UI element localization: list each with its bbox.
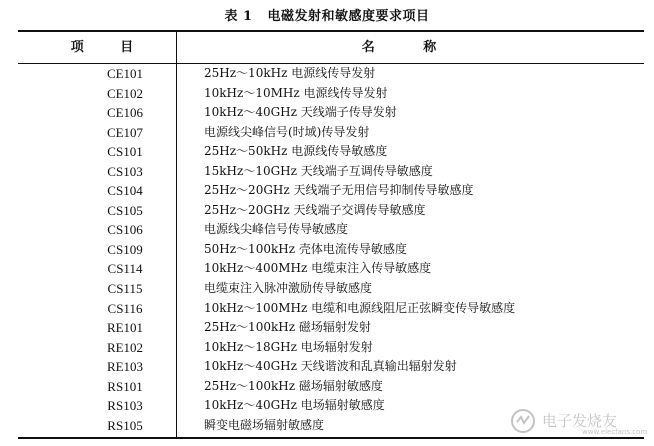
- item-code: CS101: [107, 144, 143, 160]
- item-code: RS103: [107, 398, 143, 414]
- item-name: 25Hz～20GHz 天线端子无用信号抑制传导敏感度: [204, 183, 474, 198]
- item-name: 10kHz～40GHz 天线谐波和乱真输出辐射发射: [204, 359, 457, 374]
- item-code: CE102: [106, 85, 144, 101]
- watermark: [510, 408, 648, 436]
- item-name: 25Hz～20GHz 天线端子交调传导敏感度: [204, 202, 426, 217]
- table-body: [18, 64, 644, 435]
- table-row: [18, 201, 644, 221]
- item-code: RS105: [107, 417, 143, 433]
- table-title: 电磁发射和敏感度要求项目: [267, 9, 430, 24]
- item-name: 25Hz～10kHz 电源线传导发射: [204, 66, 376, 80]
- item-code: CS114: [107, 261, 143, 277]
- item-name: 10kHz～40GHz 天线端子传导发射: [204, 105, 397, 120]
- item-code: CS104: [107, 183, 143, 199]
- table-row: [18, 259, 644, 279]
- item-name: 电缆束注入脉冲激励传导敏感度: [204, 281, 373, 296]
- item-name: 10kHz～400MHz 电缆束注入传导敏感度: [204, 261, 432, 276]
- item-code: CE101: [106, 66, 144, 81]
- item-name: 10kHz～18GHz 电场辐射发射: [204, 339, 373, 354]
- table-row: [18, 162, 644, 182]
- item-code: CS106: [107, 222, 143, 238]
- table-row: [18, 338, 644, 358]
- item-code: RE101: [106, 320, 144, 336]
- table-row: [18, 103, 644, 123]
- item-name: 10kHz～40GHz 电场辐射敏感度: [204, 398, 385, 413]
- item-code: CE106: [106, 105, 144, 121]
- table-row: [18, 220, 644, 240]
- table-row: [18, 123, 644, 143]
- item-name: 瞬变电磁场辐射敏感度: [204, 417, 325, 432]
- item-code: CS103: [107, 163, 143, 179]
- watermark-text: 电子发烧友: [542, 412, 618, 430]
- top-rule: [18, 30, 644, 32]
- item-code: CS115: [107, 281, 143, 297]
- item-code: CS109: [107, 241, 143, 257]
- elecfans-logo-icon: [510, 408, 536, 434]
- table-number: 表 1: [224, 9, 253, 24]
- item-name: 电源线尖峰信号(时域)传导发射: [204, 124, 370, 139]
- item-code: RE102: [106, 339, 144, 355]
- bottom-rule: [18, 437, 644, 439]
- column-header-item: 项 目: [70, 40, 150, 55]
- item-name: 10kHz～100MHz 电缆和电源线阻尼正弦瞬变传导敏感度: [204, 300, 516, 315]
- item-name: 25Hz～100kHz 磁场辐射发射: [204, 320, 371, 335]
- table-row: [18, 240, 644, 260]
- item-name: 25Hz～50kHz 电源线传导敏感度: [204, 144, 388, 159]
- watermark-url: www.elecfans.com: [582, 428, 648, 436]
- table-row: [18, 142, 644, 162]
- table-row: [18, 279, 644, 299]
- table-row: [18, 64, 644, 84]
- item-code: RS101: [107, 378, 143, 394]
- item-name: 50Hz～100kHz 壳体电流传导敏感度: [204, 241, 407, 256]
- table-row: [18, 181, 644, 201]
- item-name: 电源线尖峰信号传导敏感度: [204, 222, 349, 237]
- table-row: [18, 299, 644, 319]
- item-code: CS116: [107, 300, 143, 316]
- table-caption: [0, 5, 654, 24]
- column-header-name: 名 称: [361, 40, 459, 55]
- table-row: [18, 84, 644, 104]
- item-code: RE103: [106, 359, 144, 375]
- item-code: CS105: [107, 202, 143, 218]
- item-name: 15kHz～10GHz 天线端子互调传导敏感度: [204, 163, 433, 178]
- item-code: CE107: [106, 124, 144, 140]
- item-name: 10kHz～10MHz 电源线传导发射: [204, 85, 388, 100]
- table-row: [18, 318, 644, 338]
- table-row: [18, 377, 644, 397]
- item-name: 25Hz～100kHz 磁场辐射敏感度: [204, 378, 383, 393]
- table-row: [18, 357, 644, 377]
